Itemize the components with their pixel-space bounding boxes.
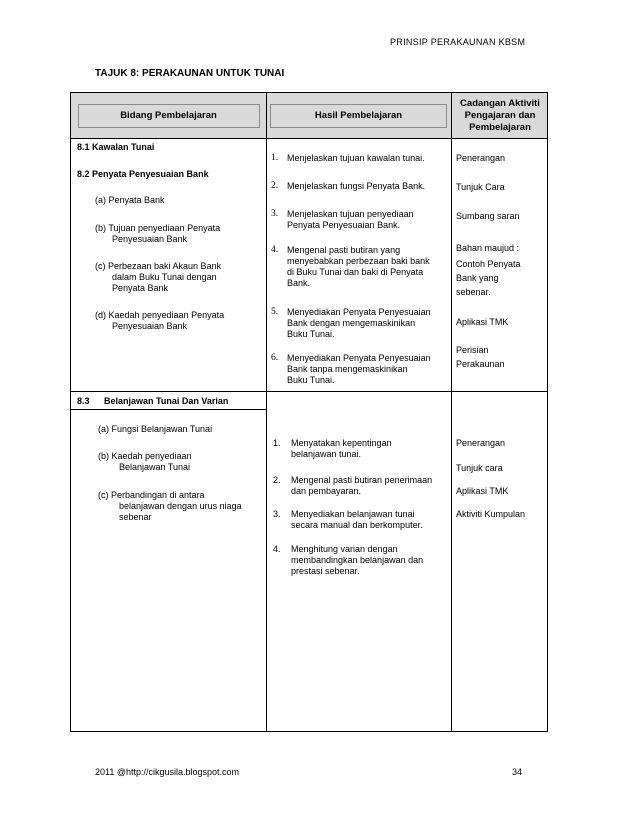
- outcome-8-3-4-line1: Menghitung varian dengan: [291, 544, 398, 554]
- activity-4-line3: Bank yang: [456, 273, 499, 283]
- subtopic-c-line2: dalam Buku Tunai dengan: [112, 272, 217, 282]
- page-number: 34: [512, 767, 523, 777]
- outcome-6-line1: Menyediakan Penyata Penyesuaian: [287, 353, 431, 363]
- activity-3: Sumbang saran: [456, 211, 520, 221]
- outcome-8-3-number-3: 3.: [273, 509, 281, 519]
- running-header: PRINSIP PERAKAUNAN KBSM: [390, 37, 526, 47]
- outcome-3-line2: Penyata Penyesuaian Bank.: [287, 220, 401, 230]
- outcome-8-3-3-line2: secara manual dan berkomputer.: [291, 520, 423, 530]
- activity-4-line4: sebenar.: [456, 287, 491, 297]
- outcome-5-line3: Buku Tunai.: [287, 329, 335, 339]
- outcome-1: Menjelaskan tujuan kawalan tunai.: [287, 153, 425, 163]
- subtopic-c-line1: (c) Perbezaan baki Akaun Bank: [95, 261, 222, 271]
- header-cadangan: [451, 93, 549, 138]
- column-divider-2: [451, 93, 452, 731]
- outcome-4-line1: Mengenal pasti butiran yang: [287, 245, 401, 255]
- activity-4-line2: Contoh Penyata: [456, 259, 521, 269]
- column-divider-1: [266, 93, 267, 731]
- outcome-5-line1: Menyediakan Penyata Penyesuaian: [287, 307, 431, 317]
- header-cadangan-line3: Pembelajaran: [469, 121, 531, 133]
- outcome-number-3: 3.: [271, 209, 279, 219]
- outcome-8-3-4-line3: prestasi sebenar.: [291, 566, 360, 576]
- outcome-4-line3: di Buku Tunai dan baki di Penyata: [287, 267, 424, 277]
- header-hasil: [266, 93, 451, 138]
- subtopic-8-3-c-line1: (c) Perbandingan di antara: [98, 490, 205, 500]
- outcome-5-line2: Bank dengan mengemaskinikan: [287, 318, 416, 328]
- header-bidang: [71, 93, 266, 138]
- outcome-8-3-2-line1: Mengenal pasti butiran penerimaan: [291, 475, 433, 485]
- outcome-3-line1: Menjelaskan tujuan penyediaan: [287, 209, 414, 219]
- activity-8-3-4: Aktiviti Kumpulan: [456, 509, 526, 519]
- activity-8-3-2: Tunjuk cara: [456, 463, 503, 473]
- header-cadangan-line2: Pengajaran dan: [464, 109, 536, 121]
- row-divider: [71, 391, 547, 392]
- subtopic-8-3-c-line3: sebenar: [119, 512, 152, 522]
- outcome-4-line2: menyebabkan perbezaan baki bank: [287, 256, 430, 266]
- topic-8-2: 8.2 Penyata Penyesuaian Bank: [77, 169, 209, 179]
- subtopic-d-line1: (d) Kaedah penyediaan Penyata: [95, 310, 225, 320]
- syllabus-table: [70, 92, 548, 732]
- activity-2: Tunjuk Cara: [456, 182, 505, 192]
- outcome-number-1: 1.: [271, 153, 279, 163]
- page-title: TAJUK 8: PERAKAUNAN UNTUK TUNAI: [95, 68, 285, 79]
- outcome-6-line2: Bank tanpa mengemaskinikan: [287, 364, 408, 374]
- subtopic-d-line2: Penyesuaian Bank: [112, 321, 188, 331]
- outcome-number-6: 6.: [271, 353, 279, 363]
- activity-6-line1: Perisian: [456, 345, 489, 355]
- table-header-row: [71, 93, 547, 139]
- activity-4-line1: Bahan maujud :: [456, 243, 520, 253]
- topic-8-1: 8.1 Kawalan Tunai: [77, 142, 155, 152]
- section-heading-underline: [71, 409, 266, 410]
- activity-1: Penerangan: [456, 153, 506, 163]
- subtopic-b-line1: (b) Tujuan penyediaan Penyata: [95, 223, 221, 233]
- activity-8-3-1: Penerangan: [456, 438, 506, 448]
- outcome-number-4: 4.: [271, 245, 279, 255]
- activity-8-3-3: Aplikasi TMK: [456, 486, 509, 496]
- activity-6-line2: Perakaunan: [456, 359, 505, 369]
- outcome-8-3-1-line1: Menyatakan kepentingan: [291, 438, 392, 448]
- subtopic-a: (a) Penyata Bank: [95, 195, 165, 205]
- outcome-8-3-number-1: 1.: [273, 438, 281, 448]
- footer-credit: 2011 @http://cikgusila.blogspot.com: [95, 767, 240, 777]
- header-hasil-label: Hasil Pembelajaran: [270, 104, 447, 128]
- outcome-number-2: 2.: [271, 181, 279, 191]
- outcome-8-3-number-2: 2.: [273, 475, 281, 485]
- subtopic-8-3-c-line2: belanjawan dengan urus niaga: [119, 501, 242, 511]
- subtopic-8-3-b-line2: Belanjawan Tunai: [119, 462, 191, 472]
- subtopic-8-3-a: (a) Fungsi Belanjawan Tunai: [98, 424, 213, 434]
- outcome-6-line3: Buku Tunai.: [287, 375, 335, 385]
- topic-8-3-heading: Belanjawan Tunai Dan Varian: [104, 396, 229, 406]
- subtopic-c-line3: Penyata Bank: [112, 283, 169, 293]
- outcome-8-3-3-line1: Menyediakan belanjawan tunai: [291, 509, 415, 519]
- outcome-4-line4: Bank.: [287, 278, 311, 288]
- outcome-2: Menjelaskan fungsi Penyata Bank.: [287, 181, 426, 191]
- header-bidang-label: Bidang Pembelajaran: [78, 104, 260, 128]
- outcome-8-3-1-line2: belanjawan tunai.: [291, 449, 362, 459]
- outcome-8-3-2-line2: dan pembayaran.: [291, 486, 362, 496]
- activity-5: Aplikasi TMK: [456, 317, 509, 327]
- outcome-8-3-4-line2: membandingkan belanjawan dan: [291, 555, 424, 565]
- topic-8-3-number: 8.3: [77, 396, 90, 406]
- subtopic-b-line2: Penyesuaian Bank: [112, 234, 188, 244]
- outcome-8-3-number-4: 4.: [273, 544, 281, 554]
- subtopic-8-3-b-line1: (b) Kaedah penyediaan: [98, 451, 192, 461]
- outcome-number-5: 5.: [271, 307, 279, 317]
- header-cadangan-line1: Cadangan Aktiviti: [460, 97, 540, 109]
